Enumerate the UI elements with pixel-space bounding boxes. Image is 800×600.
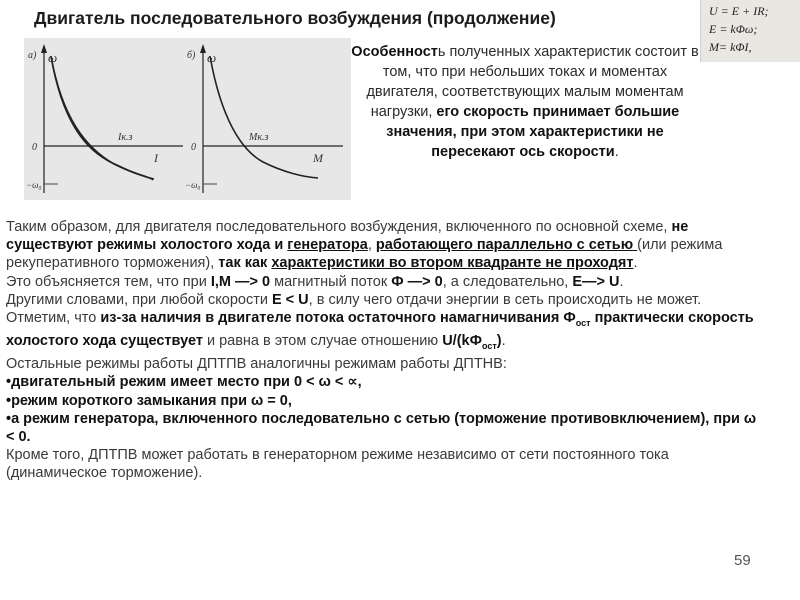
bullet-3: •а режим генератора, включенного последовательно с сетью (торможение противовключением), при ω < 0. <box>6 410 757 446</box>
side-text-2: ь полученных характеристик состоит в том, что при небольших токах и моментах двигателя, соответствующих малым моментам нагрузки, <box>366 44 699 120</box>
graph-b-panel-label: б) <box>187 50 196 61</box>
side-text-bold-3: его скорость принимает большие значения, при этом характеристики не пересекают ось скорости <box>386 104 680 160</box>
graph-a <box>24 38 192 200</box>
para4-sub-ost: ост <box>575 317 591 328</box>
para2-text-1: Это объясняется тем, что при <box>6 273 211 290</box>
para4-sub-ost-2: ост <box>481 341 497 351</box>
para4-bold-5: U/(kФ <box>442 333 482 350</box>
para2-bold-2: I,M —> 0 <box>210 273 271 290</box>
graph-b-zero-label: 0 <box>191 142 196 153</box>
graph-b <box>183 38 351 200</box>
para4-text-4: и равна в этом случае отношению <box>202 333 443 350</box>
page-number: 59 <box>734 552 751 569</box>
para4-bold-3: практически скорость холостого хода существует <box>6 310 754 350</box>
paragraph-5: Остальные режимы работы ДПТПВ аналогичны режимам работы ДПТНВ: <box>6 356 507 373</box>
graph-b-y-label: ω <box>207 50 217 65</box>
paragraph-3 <box>6 291 766 309</box>
paragraph-2 <box>6 273 766 291</box>
paragraph-4 <box>6 309 766 355</box>
side-text-bold-1: Особенност <box>351 44 438 60</box>
para2-bold-4: Ф —> 0 <box>391 273 443 290</box>
para1-underlined-8: характеристики во втором квадранте не проходят <box>271 255 634 272</box>
para1-bold-7: так как <box>218 255 272 272</box>
bullet-2: •режим короткого замыкания при ω = 0, <box>6 392 292 409</box>
formula-box <box>700 0 800 62</box>
para2-text-7: . <box>619 273 624 290</box>
para1-underlined-5: работающего параллельно с сетью <box>375 237 638 254</box>
graph-a-point-label: Iк.з <box>118 132 133 143</box>
para4-bold-2: из-за наличия в двигателе потока остаточного намагничивания Ф <box>100 310 576 327</box>
main-text <box>6 218 766 483</box>
para2-text-5: , а следовательно, <box>442 273 573 290</box>
para3-text-1: Другими словами, при любой скорости <box>6 291 272 308</box>
para1-text-9: . <box>633 255 638 272</box>
graph-b-curve <box>210 56 318 178</box>
para4-text-1: Отметим, что <box>6 310 101 327</box>
para2-bold-6: E—> U <box>572 273 620 290</box>
para3-text-3: , в силу чего отдачи энергии в сеть происходить не может. <box>308 291 702 308</box>
graph-a-curve <box>51 56 152 180</box>
graph-b-x-label: M <box>313 151 323 165</box>
para2-text-3: магнитный поток <box>270 273 392 290</box>
graph-a-y-label: ω <box>48 50 58 65</box>
para4-text-7: . <box>501 333 506 350</box>
para1-text-6: (или режима рекуперативного торможения), <box>6 237 723 272</box>
side-description <box>350 42 700 162</box>
graph-b-point-label: Mк.з <box>249 132 269 143</box>
slide-title: Двигатель последовательного возбуждения (продолжение) <box>34 8 556 28</box>
bullet-1: •двигательный режим имеет место при 0 < ω < ∝, <box>6 374 362 391</box>
para1-underlined-3: генератора <box>287 237 368 254</box>
side-text-4: . <box>614 144 619 160</box>
graph-a-zero-label: 0 <box>32 142 37 153</box>
paragraph-6: Кроме того, ДПТПВ может работать в генераторном режиме независимо от сети постоянного тока (динамическое торможение). <box>6 447 669 482</box>
para1-text-1: Таким образом, для двигателя последовательного возбуждения, включенного по основной схеме, <box>6 219 672 235</box>
paragraph-1 <box>6 218 766 273</box>
graph-b-neg-label: −ω₀ <box>185 180 201 190</box>
formula-2: E = kΦω; <box>709 22 758 36</box>
para3-bold-2: E < U <box>271 291 309 308</box>
formula-1: U = E + IR; <box>709 4 769 18</box>
para4-bold-6: ) <box>496 333 502 350</box>
para1-text-4: , <box>367 237 376 254</box>
graph-a-panel-label: а) <box>28 50 37 61</box>
formula-3: M= kΦI, <box>709 40 752 54</box>
para1-bold-2: не существуют режимы холостого хода и <box>6 219 689 254</box>
graph-a-x-label: I <box>154 151 158 165</box>
graph-a-neg-label: −ω₀ <box>26 180 42 190</box>
